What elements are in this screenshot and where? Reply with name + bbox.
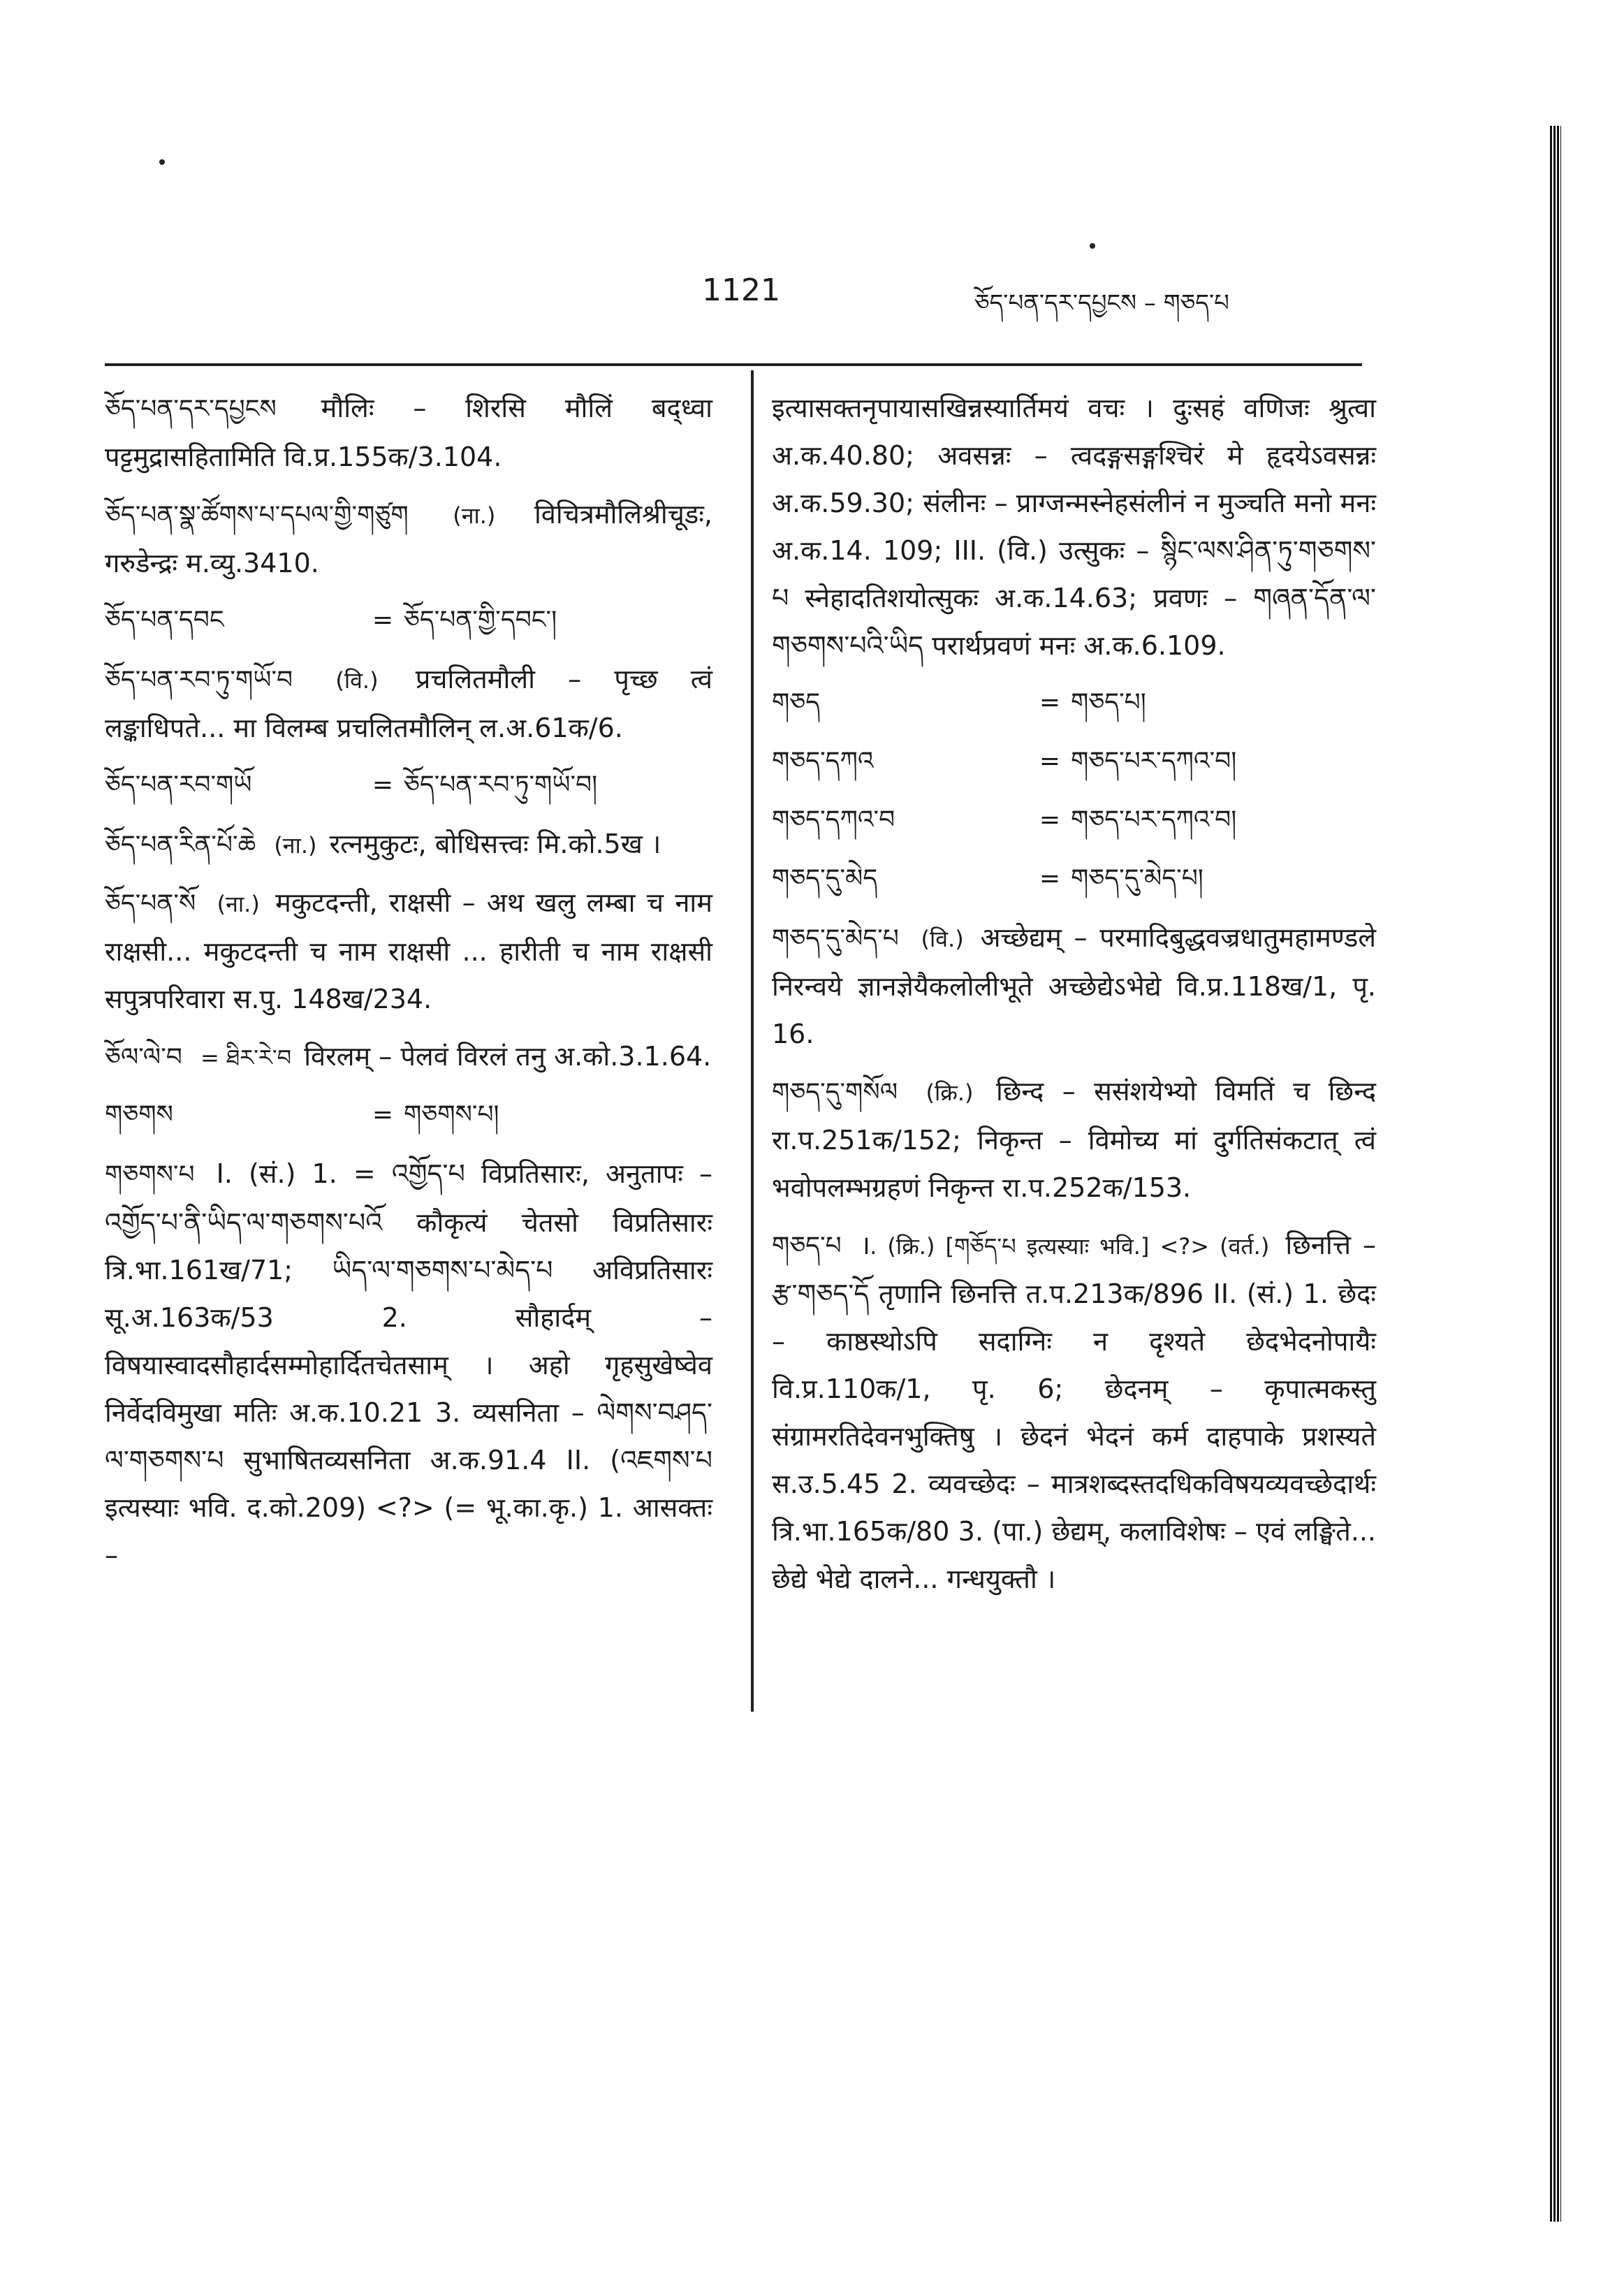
grammar-label: (क्रि.) <box>926 1079 974 1106</box>
tibetan-headword: ཅོད་པན་དབང <box>105 606 224 634</box>
tibetan-headword: ཅོད་པན་རིན་པོ་ཆེ <box>105 831 256 859</box>
tibetan-headword: གཅད་དུ་མེད་པ <box>772 924 899 953</box>
entry-body: I. (सं.) 1. = འགྱོད་པ विप्रतिसारः, अनुतापः – འགྱོད་པ་ནི་ཡིད་ལ་གཅགས་པའོ कौकृत्यं चेतसो विप्रतिसारः त्रि.भा.161ख/71; ཡིད་ལ་གཅགས་པ་མེད་པ अविप्रतिसारः सू.अ.163क/53 2. सौहार्दम् – विषयास्वादसौहार्दसम्मोहार्दितचेतसाम् । अहो गृहसुखेष्वेव निर्वेदविमुखा मतिः अ.क.10.21 3. व्यसनिता – ལེགས་བཤད་ལ་གཅགས་པ सुभाषितव्यसनिता अ.क.91.4 II. (འཇགས་པ इत्यस्याः भवि. द.को.209) <?> (= भू.का.कृ.) 1. आसक्तः – <box>105 1158 712 1571</box>
dictionary-entry <box>105 1150 712 1579</box>
tibetan-headword: ཅོད་པན་རབ་གཡོ <box>105 771 252 799</box>
entry-body: विचित्रमौलिश्रीचूडः, गरुडेन्द्रः म.व्यु.3410. <box>105 499 712 578</box>
entry-body: मौलिः – शिरसि मौलिं बद्ध्वा पट्टमुद्रासहितामिति वि.प्र.155क/3.104. <box>105 393 712 472</box>
tibetan-headword: གཅད་དུ་གསོལ <box>772 1078 898 1107</box>
equals-sign: = <box>1039 864 1061 893</box>
dictionary-entry <box>105 879 712 1023</box>
scan-speck <box>1090 243 1095 249</box>
entry-body: छिनत्ति – རྩ་གཅད་དོ तृणानि छिनत्ति त.प.213क/896 II. (सं.) 1. छेदः – काष्ठस्थोऽपि सदाग्निः न दृश्यते छेदभेदनोपायैः वि.प्र.110क/1, पृ. 6; छेदनम् – कृपात्मकस्तु संग्रामरतिदेवनभुक्तिषु । छेदनं भेदनं कर्म दाहपाके प्रशस्यते स.उ.5.45 2. व्यवच्छेदः – मात्रशब्दस्तदधिकविषयव्यवच्छेदार्थः त्रि.भा.165क/80 3. (पा.) छेद्यम्, कलाविशेषः – एवं लङ्घिते... छेद्ये भेद्ये दालने... गन्धयुक्तौ । <box>772 1230 1376 1594</box>
cross-reference-entry <box>105 762 712 809</box>
grammar-label: I. (क्रि.) [གཅོད་པ इत्यस्याः भवि.] <?> (वर्त.) <box>863 1233 1270 1260</box>
entry-body: विरलम् – पेलवं विरलं तनु अ.को.3.1.64. <box>304 1041 712 1072</box>
tibetan-headword: གཅགས་པ <box>105 1160 195 1189</box>
cross-reference: གཅད་པར་དཀའ་བ། <box>1071 747 1237 775</box>
tibetan-headword: གཅད <box>772 688 821 717</box>
tibetan-headword: ཅོད་པན་དར་དཔྱངས <box>105 395 277 423</box>
running-head: ཅོད་པན་དར་དཔྱངས – གཅད་པ <box>974 289 1229 317</box>
tibetan-headword: གཅགས <box>105 1100 173 1129</box>
tibetan-headword: ཅོད་པན་སྣ་ཚོགས་པ་དཔལ་གྱི་གཙུག <box>105 501 409 530</box>
header-rule <box>105 363 1362 366</box>
tibetan-headword: གཅད་དཀའ་བ <box>772 806 895 834</box>
cross-reference: གཅད་པར་དཀའ་བ། <box>1071 806 1237 834</box>
grammar-label: (ना.) <box>217 891 260 917</box>
page-number: 1121 <box>702 272 780 308</box>
scan-speck <box>159 159 165 165</box>
cross-reference-entry <box>772 738 1376 785</box>
equals-sign: = <box>372 771 394 799</box>
entry-body: प्रचलितमौली – पृच्छ त्वं लङ्काधिपते... मा विलम्ब प्रचलितमौलिन् ल.अ.61क/6. <box>105 664 712 743</box>
tibetan-headword: གཅད་དུ་མེད <box>772 864 878 893</box>
cross-reference: ཅོད་པན་རབ་ཏུ་གཡོ་བ། <box>404 771 598 799</box>
equals-sign: = <box>1039 688 1061 717</box>
left-column <box>105 384 712 1589</box>
grammar-label: (वि.) <box>335 667 379 694</box>
cross-reference: ཅོད་པན་གྱི་དབང་། <box>404 606 557 634</box>
entry-body: छिन्द – ससंशयेभ्यो विमतिं च छिन्द रा.प.251क/152; निकृन्त – विमोच्य मां दुर्गतिसंकटात् त्वं भवोपलम्भग्रहणं निकृन्त रा.प.252क/153. <box>772 1076 1376 1203</box>
dictionary-entry <box>772 914 1376 1058</box>
grammar-label: = ཐིར་རེ་བ <box>200 1044 292 1071</box>
entry-body: मकुटदन्ती, राक्षसी – अथ खलु लम्बा च नाम राक्षसी... मकुटदन्ती च नाम राक्षसी ... हारीती च नाम राक्षसी सपुत्रपरिवारा स.पु. 148ख/234. <box>105 887 712 1014</box>
equals-sign: = <box>372 1100 394 1129</box>
cross-reference: གཅད་པ། <box>1071 688 1146 717</box>
dictionary-entry <box>105 1033 712 1081</box>
entry-body: रत्नमुकुटः, बोधिसत्त्वः मि.को.5ख । <box>329 829 661 859</box>
grammar-label: (वि.) <box>921 926 964 952</box>
dictionary-entry <box>772 1068 1376 1211</box>
equals-sign: = <box>372 606 394 634</box>
dictionary-entry <box>105 655 712 752</box>
entry-continuation: इत्यासक्तनृपायासखिन्नस्यार्तिमयं वचः । दुःसहं वणिजः श्रुत्वा अ.क.40.80; अवसन्नः – त्वदङ्गसङ्गश्चिरं मे हृदयेऽवसन्नः अ.क.59.30; संलीनः – प्राग्जन्मस्नेहसंलीनं न मुञ्चति मनो मनः अ.क.14. 109; III. (वि.) उत्सुकः – སྙིང་ལས་ཤིན་ཏུ་གཅགས་པ स्नेहादतिशयोत्सुकः अ.क.14.63; प्रवणः – གཞན་དོན་ལ་གཅགས་པའི་ཡིད परार्थप्रवणं मनः अ.क.6.109. <box>772 393 1376 661</box>
equals-sign: = <box>1039 747 1061 775</box>
tibetan-headword: གཅད་དཀའ <box>772 747 874 775</box>
column-divider <box>751 370 754 1712</box>
right-column <box>772 384 1376 1612</box>
cross-reference-entry <box>105 1091 712 1139</box>
dictionary-entry <box>105 820 712 869</box>
tibetan-headword: ཅོད་པན་སོ <box>105 889 196 918</box>
cross-reference-entry <box>772 796 1376 844</box>
cross-reference: གཅགས་པ། <box>404 1100 499 1129</box>
grammar-label: (ना.) <box>274 832 317 859</box>
dictionary-entry <box>105 490 712 587</box>
tibetan-headword: ཅོད་པན་རབ་ཏུ་གཡོ་བ <box>105 666 293 694</box>
entry-body: अच्छेद्यम् – परमादिबुद्धवज्रधातुमहामण्डले निरन्वये ज्ञानज्ञेयैकलोलीभूते अच्छेद्येऽभेद्ये वि.प्र.118ख/1, पृ. 16. <box>772 922 1376 1049</box>
tibetan-headword: གཅད་པ <box>772 1232 842 1260</box>
dictionary-entry <box>772 1221 1376 1603</box>
equals-sign: = <box>1039 806 1061 834</box>
scan-edge-bars <box>1550 126 1561 2222</box>
cross-reference: གཅད་དུ་མེད་པ། <box>1071 864 1204 893</box>
tibetan-headword: ཅོལ་ལེ་བ <box>105 1043 182 1072</box>
cross-reference-entry <box>772 855 1376 903</box>
dictionary-entry <box>105 384 712 481</box>
cross-reference-entry <box>772 679 1376 727</box>
cross-reference-entry <box>105 597 712 644</box>
grammar-label: (ना.) <box>453 502 496 529</box>
